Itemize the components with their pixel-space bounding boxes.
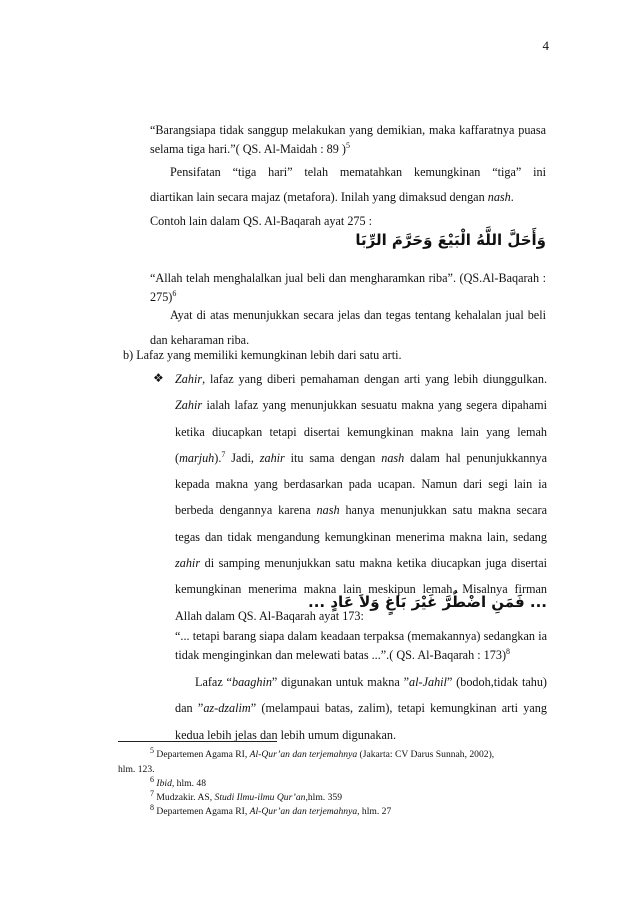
term-az-dzalim: az-dzalim [203,701,251,716]
text-run: , hlm. 48 [171,778,206,789]
text-run: itu sama dengan [284,450,382,465]
term-baaghin: baaghin [231,675,272,689]
text-run: ” (bodoh,tidak tahu) dan ” [175,675,547,716]
page-number: 4 [542,38,549,53]
zahir-definition [175,366,547,629]
term-al-jahil: al-Jahil [409,675,447,689]
text-run: ” digunakan untuk makna ” [271,675,410,689]
term-marjuh: marjuh [179,450,215,465]
term-zahir: zahir [259,450,285,465]
text-run: ” (melampaui batas, zalim), tetapi kemungkinan arti yang kedua lebih jelas dan lebih umum digunakan. [175,701,547,742]
term-nash: nash [381,450,405,465]
term-zahir: Zahir [175,398,203,413]
text-run: ). [214,450,222,465]
footnote-5-continued: hlm. 123. [118,764,155,775]
term-zahir: Zahir [175,372,203,386]
footnote-ref-5: 5 [345,140,350,150]
text-run: Departemen Agama RI, [156,806,250,817]
text-run: (Jakarta: CV Darus Sunnah, 2002), [357,749,495,760]
book-title: Al-Qur’an dan terjemahnya [249,806,358,817]
text-run: Lafaz “ [195,675,232,689]
book-title: Studi Ilmu-ilmu Qur’an [214,792,306,803]
footnote-number: 8 [150,802,154,812]
quote-text: “Allah telah menghalalkan jual beli dan mengharamkan riba”. (QS.Al-Baqarah : 275) [150,271,546,304]
paragraph-line: Contoh lain dalam QS. Al-Baqarah ayat 275 : [150,214,373,228]
book-title: Al-Qur’an dan terjemahnya [249,749,358,760]
text-run: , hlm. 27 [357,806,392,817]
text-run: Mudzakir. AS, [156,792,215,803]
footnote-5 [150,745,550,762]
quote-text: “Barangsiapa tidak sanggup melakukan yang demikian, maka kaffaratnya puasa selama tiga hari.”( QS. Al-Maidah : 89 ) [150,123,546,156]
text-run: dalam hal penunjukkannya kepada makna yang berdasarkan pada ucapan. Namun dari segi lain ia berbeda dengannya karena [175,450,547,518]
text-run: ,hlm. 359 [305,792,342,803]
footnote-number: 7 [150,788,154,798]
text-run: Departemen Agama RI, [156,749,250,760]
arabic-verse-al-baqarah-173: ... فَمَنِ اضْطُرَّ غَيْرَ بَاغٍ وَلاَ عَادٍ ... [308,593,547,611]
ibid-reference: Ibid [156,778,172,789]
term-zahir: zahir [175,556,201,571]
term-nash: nash [487,189,511,204]
quote-al-maidah [150,121,546,159]
footnote-7 [150,788,510,805]
term-nash: nash [316,503,340,518]
paragraph-line [150,185,546,210]
footnote-ref-6: 6 [172,288,177,298]
text-run: ialah lafaz yang menunjukkan sesuatu makna yang segera dipahami ketika diucapkan tetapi disertai kemungkinan makna lain yang lemah ( [175,398,547,465]
diamond-bullet-icon: ❖ [153,371,164,385]
paragraph-text: Ayat di atas menunjukkan secara jelas dan tegas tentang kehalalan jual beli dan keharaman riba. [150,308,546,347]
footnote-number: 5 [150,745,154,755]
arabic-verse-al-baqarah-275: وَأَحَلَّ اللَّهُ الْبَيْعَ وَحَرَّمَ الرِّبَا [355,231,546,249]
footnote-separator [118,741,277,742]
list-label: b) [123,348,134,362]
list-text: Lafaz yang memiliki kemungkinan lebih dari satu arti. [136,348,402,362]
text-run: , lafaz yang diberi pemahaman dengan arti yang lebih diunggulkan. [202,372,547,386]
text-run: diartikan lain secara majaz (metafora). Inilah yang dimaksud dengan [150,189,488,204]
text-run: di samping menunjukkan satu makna ketika diucapkan juga disertai kemungkinan menerima makna lain meskipun lemah. Misalnya firman Allah dalam QS. Al-Baqarah ayat 173: [175,556,547,623]
paragraph-nash-explanation [150,160,546,234]
text-run: hanya menunjukkan satu makna secara tegas dan tidak mengandung kemungkinan menerima makna lain, sedang [175,503,547,544]
paragraph-line: Pensifatan “tiga hari” telah mematahkan kemungkinan “tiga” ini [170,165,546,179]
paragraph-halal-riba [150,303,546,352]
paragraph-baaghin [175,669,547,748]
footnote-6 [150,774,450,791]
footnote-ref-7: 7 [221,449,226,459]
quote-al-baqarah-275 [150,269,546,307]
quote-al-baqarah-173 [175,627,547,665]
quote-text: “... tetapi barang siapa dalam keadaan terpaksa (memakannya) sedangkan ia tidak menginginkan dan melewati batas ...”.( QS. Al-Baqarah : 173) [175,629,547,662]
footnote-8 [150,802,550,819]
footnote-number: 6 [150,774,154,784]
footnote-ref-8: 8 [506,646,511,656]
text-run: Jadi, [225,450,260,465]
text-run: . [510,189,514,204]
list-item-b [123,346,547,365]
